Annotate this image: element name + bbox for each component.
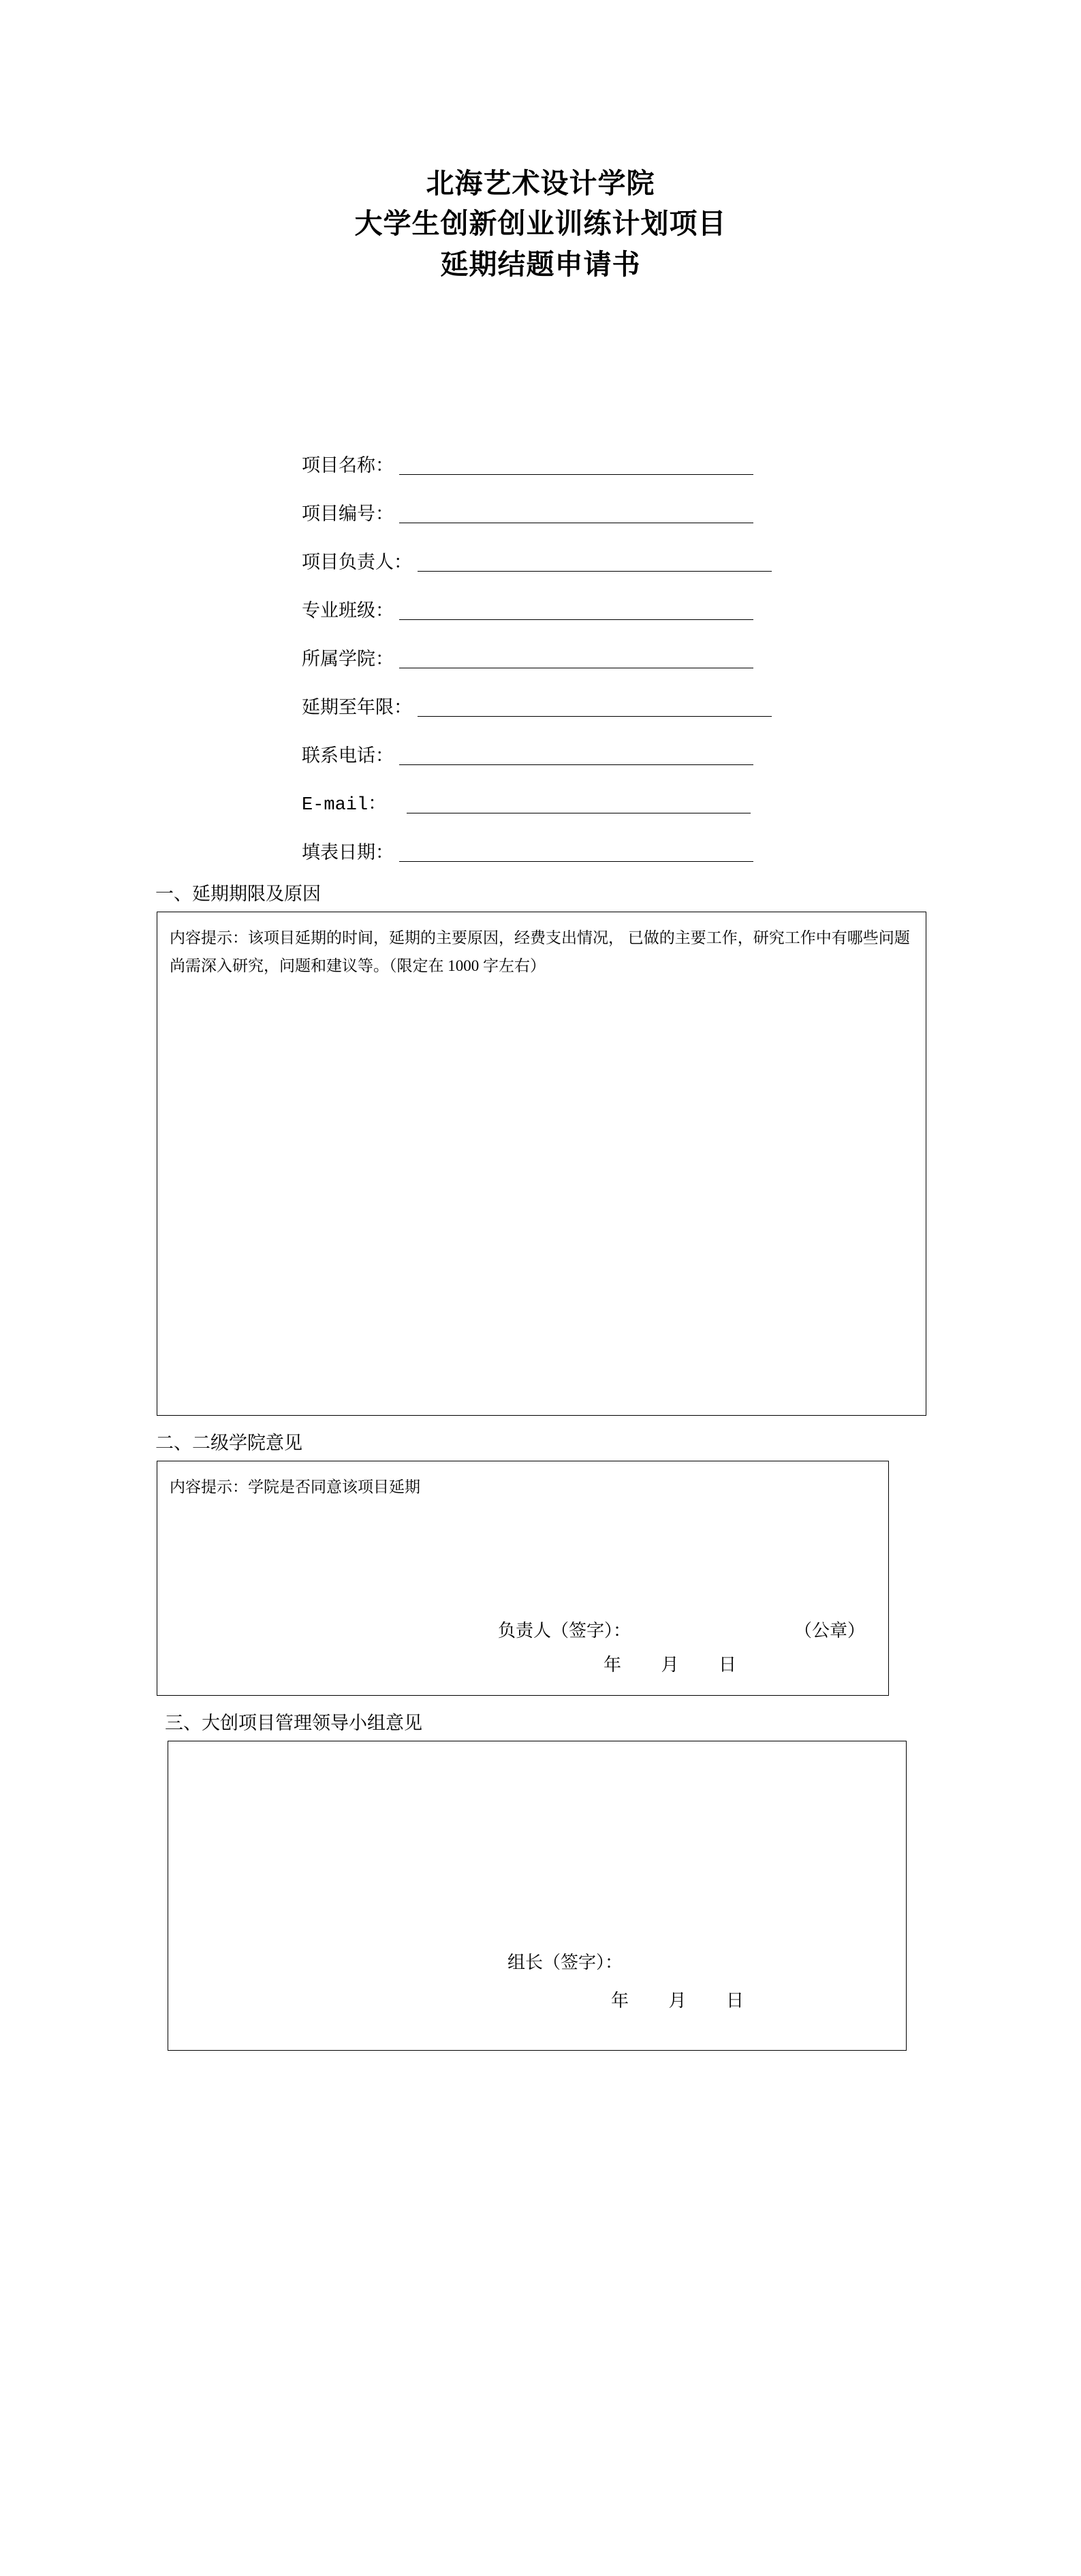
date-day-label: 日 xyxy=(719,1655,737,1675)
group-date-row xyxy=(168,1987,906,2012)
field-blank-line[interactable] xyxy=(399,860,753,862)
field-fill-date xyxy=(302,818,926,867)
field-label: 延期至年限： xyxy=(302,697,412,718)
field-list xyxy=(155,431,926,867)
field-project-number xyxy=(302,480,926,528)
field-extension-year xyxy=(302,673,926,721)
field-email xyxy=(302,770,926,818)
field-label: 项目编号： xyxy=(302,503,394,525)
group-signature-label: 组长（签字）： xyxy=(507,1953,623,1973)
date-month-label: 月 xyxy=(661,1655,679,1675)
title-line-3: 延期结题申请书 xyxy=(440,248,641,280)
field-label: 项目名称： xyxy=(302,455,394,476)
college-seal-label: （公章） xyxy=(794,1621,865,1641)
field-label: 项目负责人： xyxy=(302,552,412,573)
field-label: 填表日期： xyxy=(302,842,394,863)
field-label: E-mail： xyxy=(302,795,387,816)
title-line-1: 北海艺术设计学院 xyxy=(426,168,655,199)
field-project-name xyxy=(302,431,926,480)
college-date-row xyxy=(157,1651,888,1676)
college-hint-text: 内容提示：学院是否同意该项目延期 xyxy=(170,1478,420,1496)
field-blank-line[interactable] xyxy=(399,667,753,668)
section-heading-group: 三、大创项目管理领导小组意见 xyxy=(165,1713,422,1734)
reason-content-box[interactable] xyxy=(157,912,926,1416)
college-opinion-box[interactable] xyxy=(157,1461,889,1696)
field-label: 联系电话： xyxy=(302,745,394,766)
group-opinion-box[interactable] xyxy=(168,1741,907,2051)
date-year-label: 年 xyxy=(604,1655,622,1675)
field-blank-line[interactable] xyxy=(418,715,772,717)
field-college xyxy=(302,625,926,673)
field-label: 专业班级： xyxy=(302,600,394,621)
field-blank-line[interactable] xyxy=(399,619,753,620)
field-project-leader xyxy=(302,528,926,576)
date-day-label: 日 xyxy=(726,1991,745,2011)
date-year-label: 年 xyxy=(611,1991,629,2011)
reason-hint-text: 内容提示：该项目延期的时间，延期的主要原因，经费支出情况， 已做的主要工作，研究工作中有哪些问题尚需深入研究，问题和建议等。（限定在 1000 字左右） xyxy=(170,929,910,974)
field-label: 所属学院： xyxy=(302,649,394,670)
field-blank-line[interactable] xyxy=(399,522,753,523)
field-phone xyxy=(302,721,926,770)
field-blank-line[interactable] xyxy=(407,812,751,813)
document-page xyxy=(0,164,1081,2576)
college-signature-label: 负责人（签字）： xyxy=(498,1621,631,1641)
date-month-label: 月 xyxy=(668,1991,687,2011)
document-title xyxy=(155,164,926,285)
field-blank-line[interactable] xyxy=(399,764,753,765)
section-heading-college: 二、二级学院意见 xyxy=(155,1433,302,1454)
field-blank-line[interactable] xyxy=(399,474,753,475)
field-major-class xyxy=(302,576,926,625)
title-line-2: 大学生创新创业训练计划项目 xyxy=(354,208,727,240)
field-blank-line[interactable] xyxy=(418,570,772,572)
section-heading-reason: 一、延期期限及原因 xyxy=(155,884,321,905)
